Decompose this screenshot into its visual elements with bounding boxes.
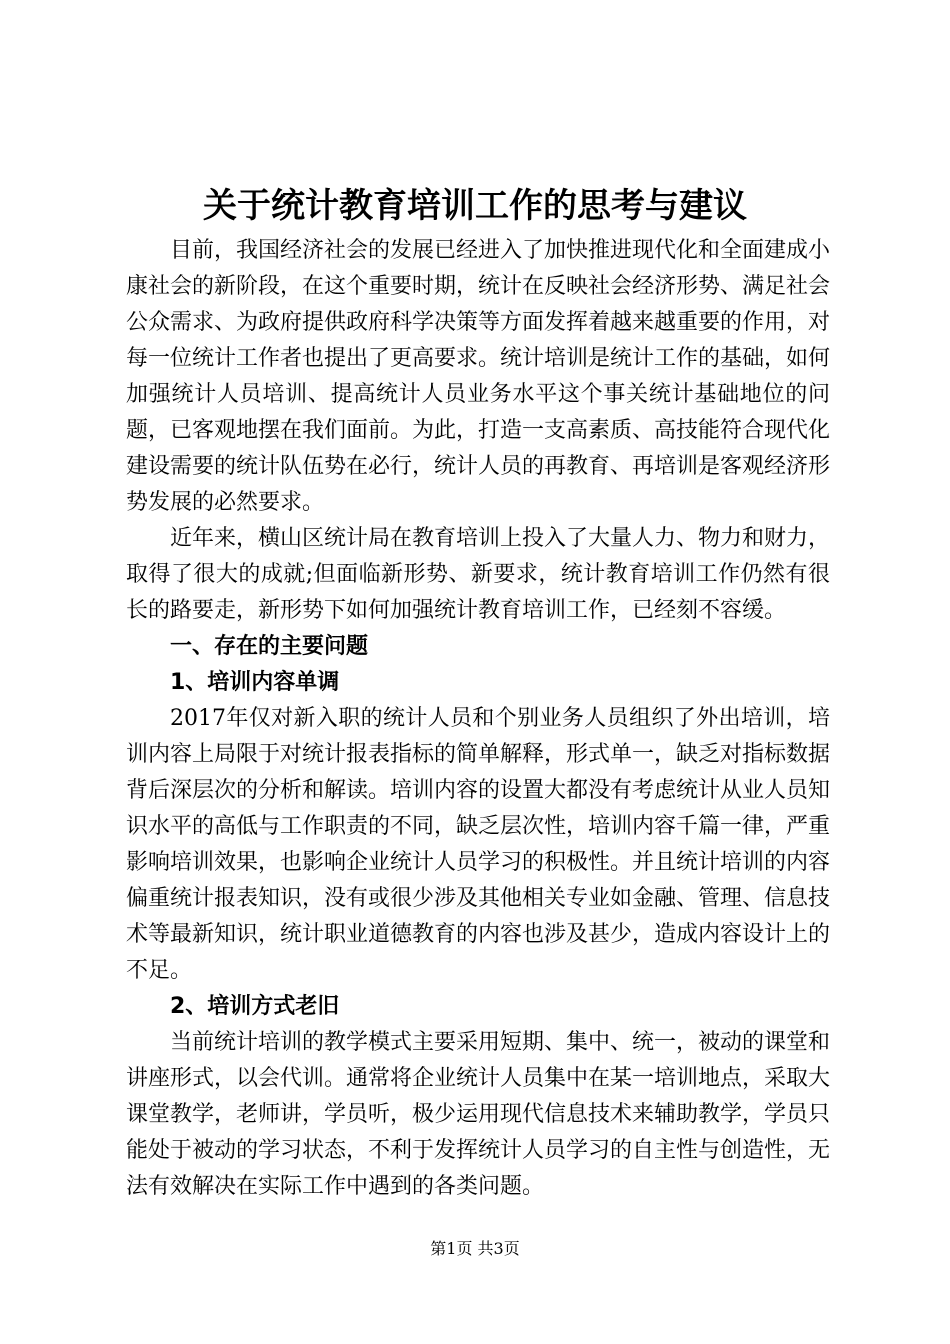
paragraph-content-issue: 2017年仅对新入职的统计人员和个别业务人员组织了外出培训，培训内容上局限于对统计报表指标的简单解释，形式单一，缺乏对指标数据背后深层次的分析和解读。培训内容的设置大都没有考虑统计从业人员知识水平的高低与工作职责的不同，缺乏层次性，培训内容千篇一律，严重影响培训效果，也影响企业统计人员学习的积极性。并且统计培训的内容偏重统计报表知识，没有或很少涉及其他相关专业如金融、管理、信息技术等最新知识，统计职业道德教育的内容也涉及甚少，造成内容设计上的不足。 bbox=[126, 706, 831, 983]
page-footer: 第1页 共3页 bbox=[430, 1239, 520, 1258]
paragraph-background: 近年来，横山区统计局在教育培训上投入了大量人力、物力和财力，取得了很大的成就;但面临新形势、新要求，统计教育培训工作仍然有很长的路要走，新形势下如何加强统计教育培训工作，已经刻不容缓。 bbox=[126, 526, 831, 623]
subheading-method: 2、培训方式老旧 bbox=[170, 994, 340, 1019]
subheading-content: 1、培训内容单调 bbox=[170, 670, 340, 695]
section-heading-problems: 一、存在的主要问题 bbox=[170, 634, 369, 659]
document-body bbox=[126, 233, 830, 1205]
paragraph-intro: 目前，我国经济社会的发展已经进入了加快推进现代化和全面建成小康社会的新阶段，在这个重要时期，统计在反映社会经济形势、满足社会公众需求、为政府提供政府科学决策等方面发挥着越来越重要的作用，对每一位统计工作者也提出了更高要求。统计培训是统计工作的基础，如何加强统计人员培训、提高统计人员业务水平这个事关统计基础地位的问题，已客观地摆在我们面前。为此，打造一支高素质、高技能符合现代化建设需要的统计队伍势在必行，统计人员的再教育、再培训是客观经济形势发展的必然要求。 bbox=[126, 238, 831, 515]
document-title: 关于统计教育培训工作的思考与建议 bbox=[203, 186, 747, 226]
paragraph-method-issue: 当前统计培训的教学模式主要采用短期、集中、统一，被动的课堂和讲座形式，以会代训。通常将企业统计人员集中在某一培训地点，采取大课堂教学，老师讲，学员听，极少运用现代信息技术来辅助教学，学员只能处于被动的学习状态，不利于发挥统计人员学习的自主性与创造性，无法有效解决在实际工作中遇到的各类问题。 bbox=[126, 1030, 831, 1199]
